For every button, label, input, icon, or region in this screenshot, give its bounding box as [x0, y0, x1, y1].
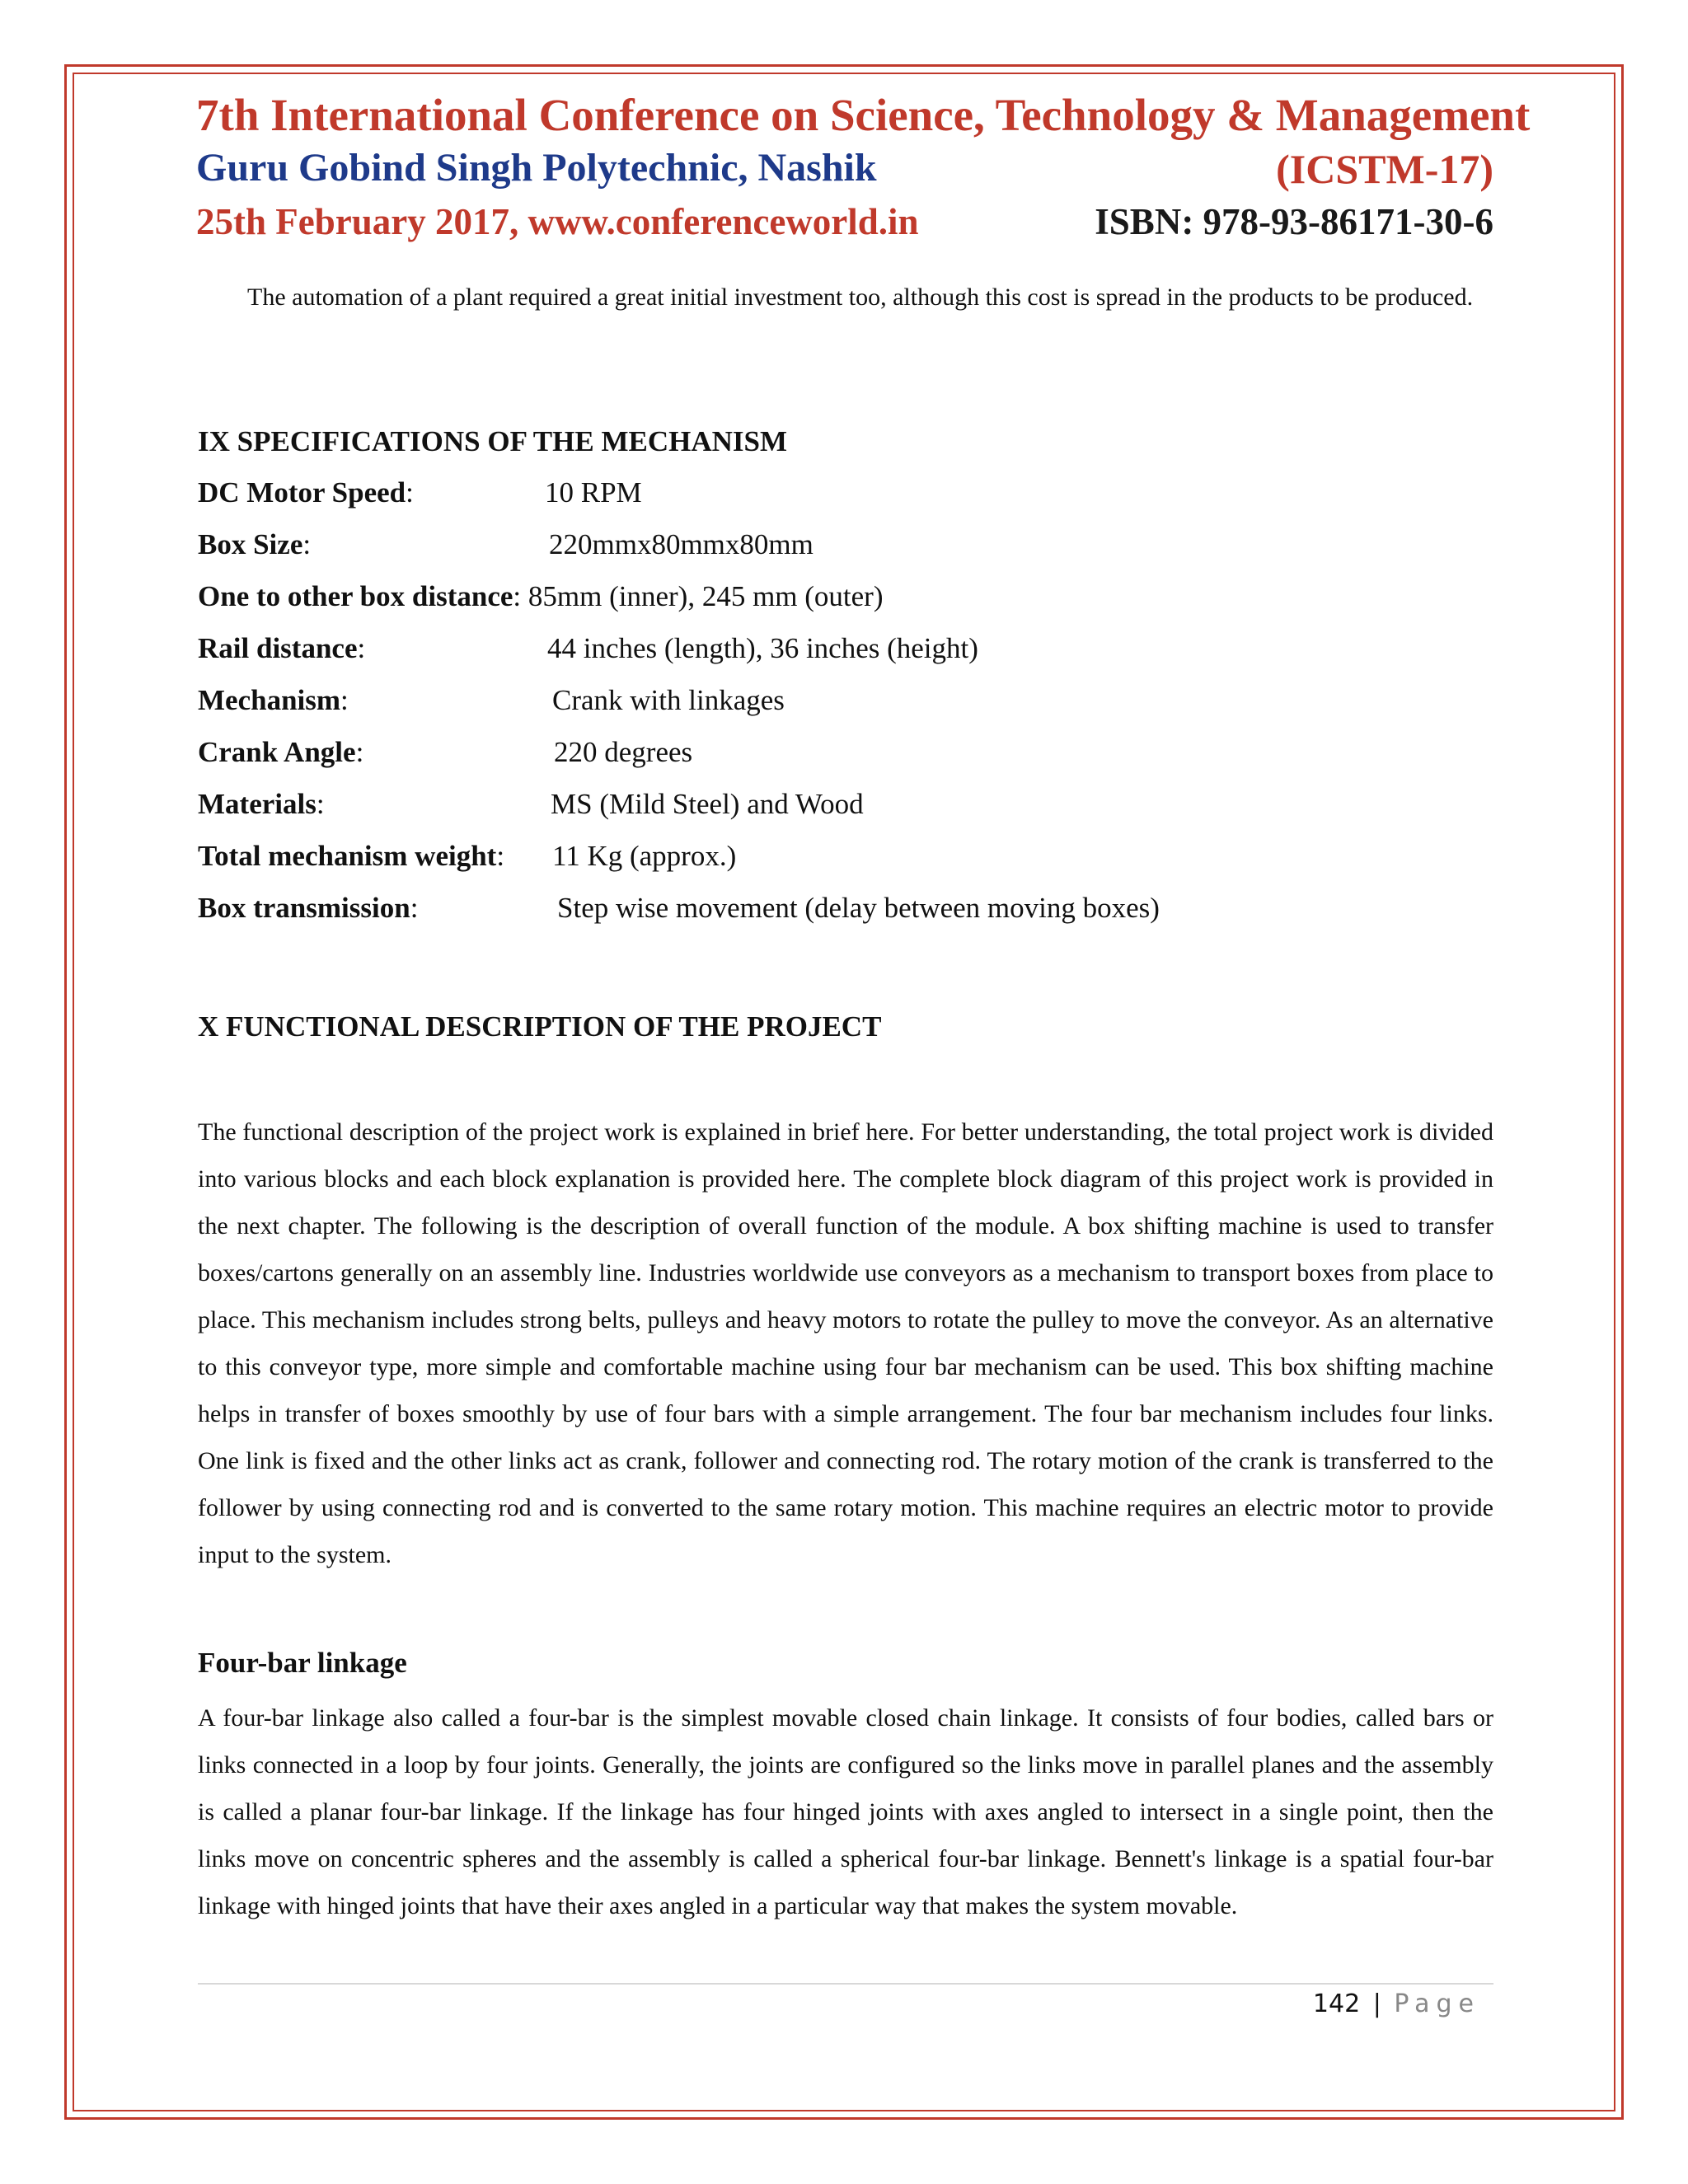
conference-date-website: 25th February 2017, www.conferenceworld.in — [196, 201, 919, 242]
spec-row — [198, 892, 1160, 933]
spec-key: Box transmission: — [198, 892, 419, 924]
footer-divider — [198, 1983, 1493, 1985]
spec-key: Rail distance: — [198, 632, 366, 664]
spec-value: 220mmx80mmx80mm — [549, 528, 814, 560]
spec-row — [198, 736, 693, 777]
spec-value: Step wise movement (delay between moving boxes) — [557, 892, 1160, 924]
page-number: 142 — [1312, 1990, 1361, 2018]
page-label: Page — [1394, 1990, 1480, 2018]
spec-key: Mechanism: — [198, 684, 349, 716]
footer-separator: | — [1372, 1990, 1381, 2018]
conference-title: 7th International Conference on Science, Technology & Management — [196, 90, 1531, 140]
institute-name: Guru Gobind Singh Polytechnic, Nashik — [196, 146, 877, 190]
section-title-specifications: IX SPECIFICATIONS OF THE MECHANISM — [198, 425, 788, 457]
four-bar-linkage-paragraph: A four-bar linkage also called a four-bar is the simplest movable closed chain linkage. It consists of four bodies, called bars or links connected in a loop by four joints. Generally, the joints are configured so the links move in parallel planes and the assembly is called a planar four-bar linkage. If the linkage has four hinged joints with axes angled to intersect in a single point, then the links move on concentric spheres and the assembly is called a spherical four-bar linkage. Bennett's linkage is a spatial four-bar linkage with hinged joints that have their axes angled in a particular way that makes the system movable. — [198, 1704, 1493, 1919]
spec-value: Crank with linkages — [552, 684, 785, 716]
spec-row — [198, 788, 864, 829]
spec-value: 11 Kg (approx.) — [552, 840, 737, 872]
spec-row — [198, 632, 978, 673]
spec-key: Materials: — [198, 788, 325, 820]
section-title-functional-description: X FUNCTIONAL DESCRIPTION OF THE PROJECT — [198, 1010, 882, 1043]
spec-value: 10 RPM — [545, 476, 642, 509]
date-isbn-line — [196, 200, 1493, 243]
institute-line — [196, 145, 1493, 193]
conference-acronym: (ICSTM-17) — [1276, 146, 1493, 192]
spec-row — [198, 476, 642, 518]
spec-key: Box Size: — [198, 528, 312, 560]
isbn: ISBN: 978-93-86171-30-6 — [1095, 201, 1493, 242]
spec-value: MS (Mild Steel) and Wood — [551, 788, 864, 820]
spec-key: One to other box distance: 85mm (inner), 245 mm (outer) — [198, 580, 884, 612]
spec-row — [198, 580, 884, 621]
spec-value: 85mm (inner), 245 mm (outer) — [528, 580, 884, 612]
spec-key: Crank Angle: — [198, 736, 364, 768]
spec-key: Total mechanism weight: — [198, 840, 505, 872]
subheading-four-bar-linkage: Four-bar linkage — [198, 1647, 407, 1679]
spec-value: 220 degrees — [554, 736, 693, 768]
page-footer — [1313, 1990, 1480, 2018]
functional-description-paragraph: The functional description of the project work is explained in brief here. For better understanding, the total project work is divided into various blocks and each block explanation is provided here. The complete block diagram of this project work is provided in the next chapter. The following is the description of overall function of the module. A box shifting machine is used to transfer boxes/cartons generally on an assembly line. Industries worldwide use conveyors as a mechanism to transport boxes from place to place. This mechanism includes strong belts, pulleys and heavy motors to rotate the pulley to move the conveyor. As an alternative to this conveyor type, more simple and comfortable machine using four bar mechanism can be used. This box shifting machine helps in transfer of boxes smoothly by use of four bars with a simple arrangement. The four bar mechanism includes four links. One link is fixed and the other links act as crank, follower and connecting rod. The rotary motion of the crank is transferred to the follower by using connecting rod and is converted to the same rotary motion. This machine requires an electric motor to provide input to the system. — [198, 1118, 1493, 1568]
spec-row — [198, 684, 785, 725]
spec-row — [198, 840, 737, 881]
intro-paragraph: The automation of a plant required a great initial investment too, although this cost is spread in the products to be produced. — [247, 284, 1474, 311]
spec-value: 44 inches (length), 36 inches (height) — [547, 632, 978, 664]
spec-key: DC Motor Speed: — [198, 476, 414, 509]
spec-row — [198, 528, 814, 569]
